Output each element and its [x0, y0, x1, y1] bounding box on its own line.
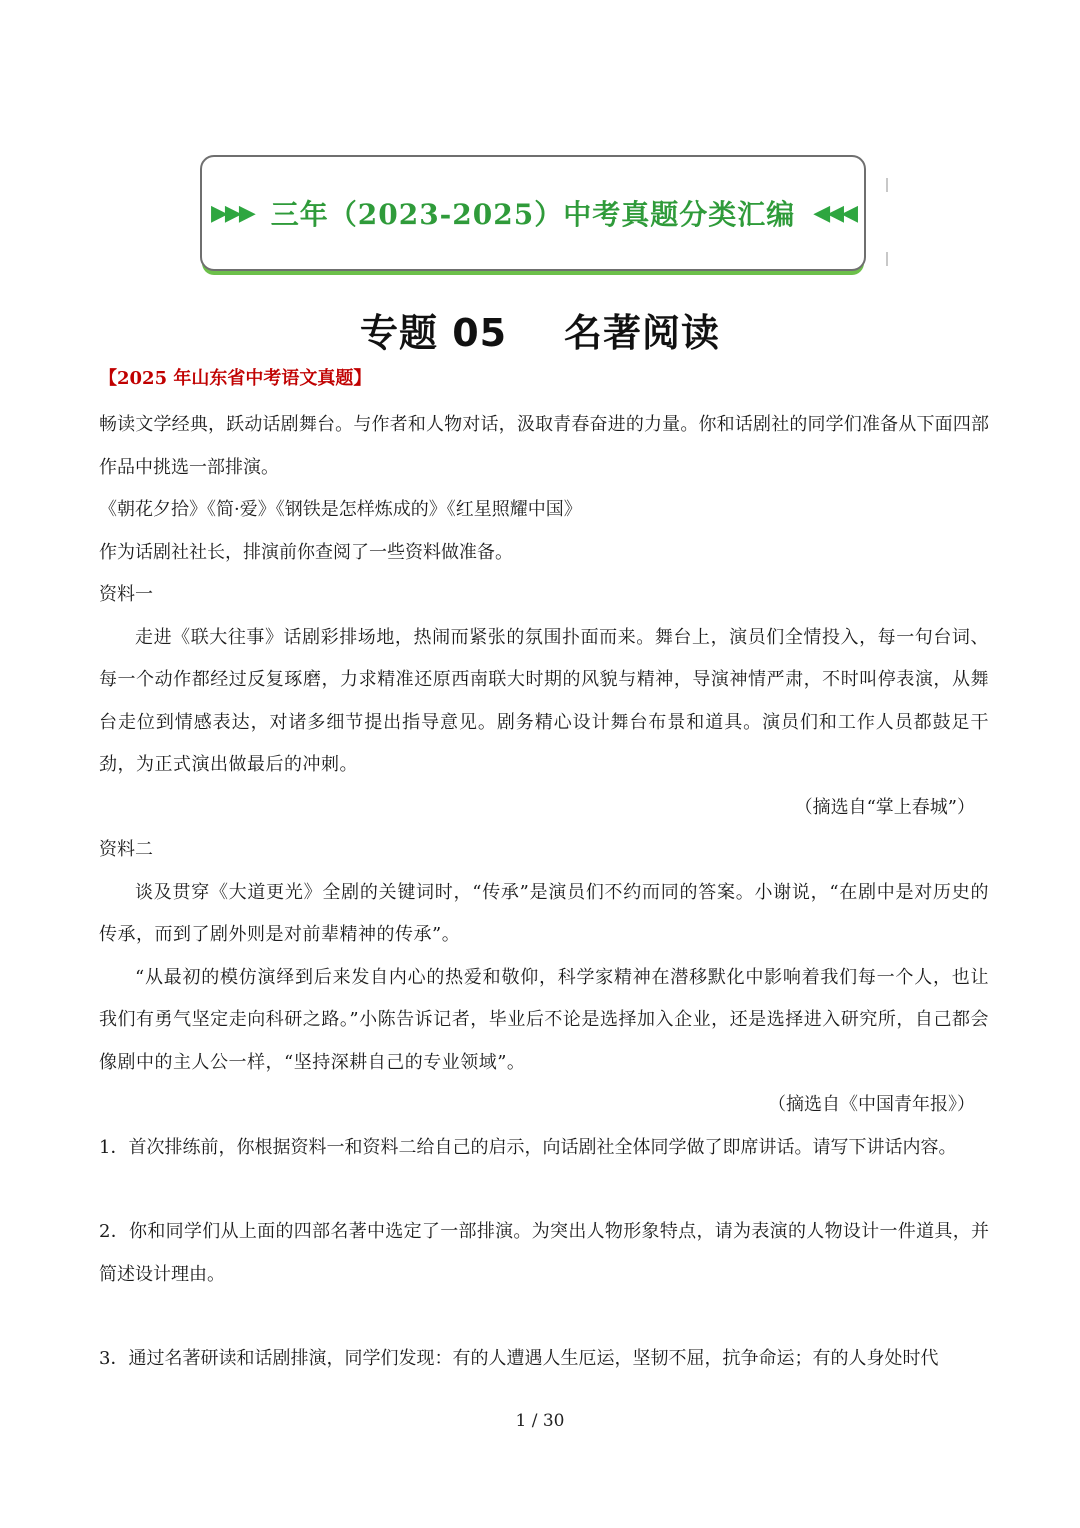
banner-side-mark	[886, 252, 888, 266]
banner-side-mark	[886, 178, 888, 192]
material-one-source: （摘选自“掌上春城”）	[794, 796, 975, 818]
book-list: 《朝花夕拾》《简·爱》《钢铁是怎样炼成的》《红星照耀中国》	[99, 499, 582, 520]
material-two-paragraph: 谈及贯穿《大道更光》全剧的关键词时，“传承”是演员们不约而同的答案。小谢说，“在剧中是对历史的传承，而到了剧外则是对前辈精神的传承”。	[99, 881, 989, 945]
material-one-text: 走进《联大往事》话剧彩排场地，热闹而紧张的氛围扑面而来。舞台上，演员们全情投入，每一句台词、每一个动作都经过反复琢磨，力求精准还原西南联大时期的风貌与精神，导演神情严肃，不时叫停表演，从舞台走位到情感表达，对诸多细节提出指导意见。剧务精心设计舞台布景和道具。演员们和工作人员都鼓足干劲，为正式演出做最后的冲刺。	[99, 626, 989, 775]
document-title: 专题 05 名著阅读	[359, 311, 721, 355]
page-number: 1 / 30	[515, 1411, 565, 1431]
source-header: 【2025 年山东省中考语文真题】	[99, 368, 372, 389]
material-one-label: 资料一	[99, 584, 153, 605]
answer-space	[99, 1169, 989, 1211]
question-item: 3．通过名著研读和话剧排演，同学们发现：有的人遭遇人生厄运，坚韧不屈，抗争命运；有的人身处时代	[99, 1348, 939, 1369]
document-body	[99, 364, 989, 1381]
banner-title: 三年（2023-2025）中考真题分类汇编	[270, 198, 796, 231]
banner-right-arrows: ◀◀◀	[813, 200, 855, 226]
series-banner	[200, 155, 866, 271]
question-item: 2．你和同学们从上面的四部名著中选定了一部排演。为突出人物形象特点，请为表演的人物设计一件道具，并简述设计理由。	[99, 1221, 989, 1285]
answer-space	[99, 1296, 989, 1338]
material-two-paragraph: “从最初的模仿演绎到后来发自内心的热爱和敬仰，科学家精神在潜移默化中影响着我们每一个人，也让我们有勇气坚定走向科研之路。”小陈告诉记者，毕业后不论是选择加入企业，还是选择进入研究所，自己都会像剧中的主人公一样，“坚持深耕自己的专业领域”。	[99, 966, 989, 1073]
banner-left-arrows: ▶▶▶	[210, 200, 253, 226]
material-two-label: 资料二	[99, 839, 153, 860]
intro-paragraph: 畅读文学经典，跃动话剧舞台。与作者和人物对话，汲取青春奋进的力量。你和话剧社的同学们准备从下面四部作品中挑选一部排演。	[99, 414, 989, 478]
material-two-source: （摘选自《中国青年报》）	[768, 1094, 975, 1115]
question-item: 1．首次排练前，你根据资料一和资料二给自己的启示，向话剧社全体同学做了即席讲话。请写下讲话内容。	[99, 1136, 957, 1158]
intro-paragraph: 作为话剧社社长，排演前你查阅了一些资料做准备。	[99, 541, 513, 563]
